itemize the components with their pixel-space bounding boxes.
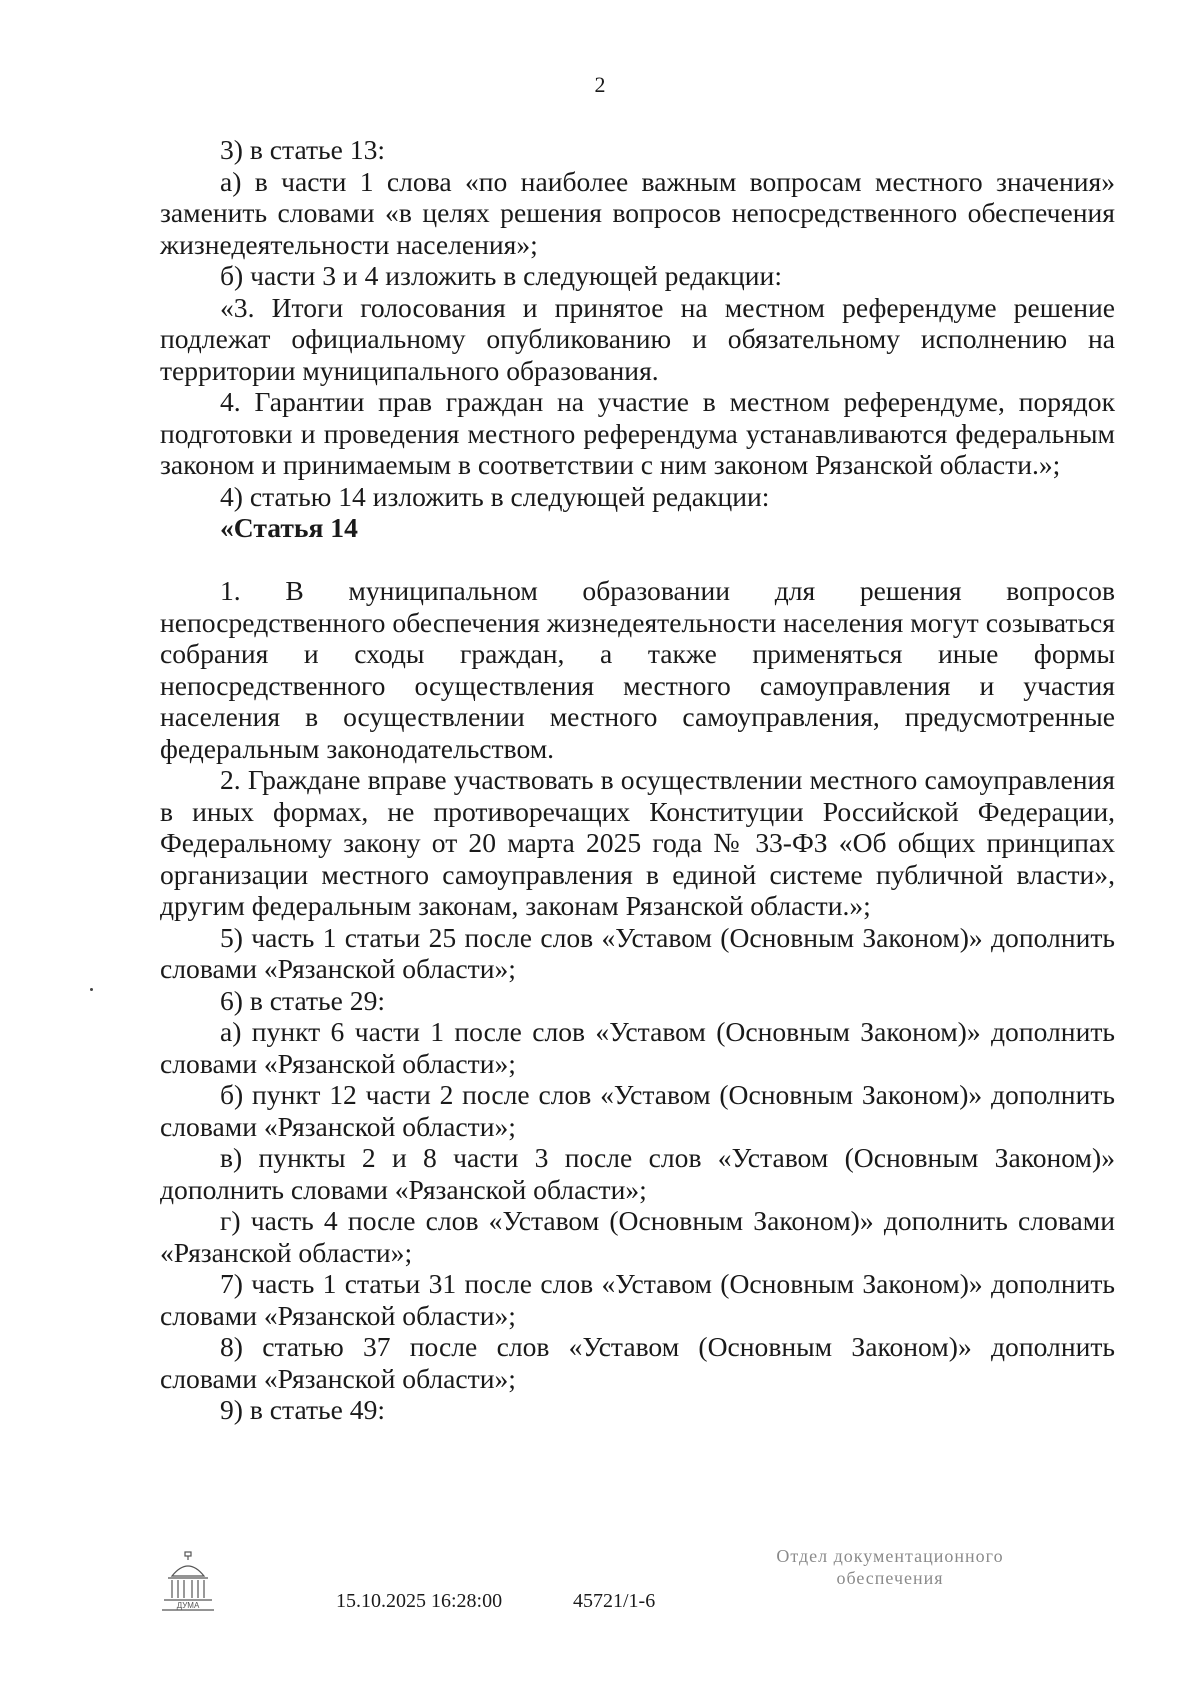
- paragraph-subitem-6g: г) часть 4 после слов «Уставом (Основным Законом)» дополнить словами «Рязанской области»;: [160, 1205, 1115, 1268]
- stamp-line-1: Отдел документационного: [776, 1546, 1004, 1566]
- paragraph-item-3: 3) в статье 13:: [220, 134, 386, 165]
- stamp-line-2: обеспечения: [836, 1568, 944, 1588]
- paragraph-item-4: 4) статью 14 изложить в следующей редакции:: [220, 480, 770, 512]
- paragraph-item-9: 9) в статье 49:: [220, 1394, 386, 1425]
- paragraph-subitem-b: б) части 3 и 4 изложить в следующей редакции:: [220, 260, 782, 291]
- article-14-heading: «Статья 14: [220, 512, 358, 543]
- paragraph-subitem-6b: б) пункт 12 части 2 после слов «Уставом (Основным Законом)» дополнить словами «Рязанской области»;: [160, 1079, 1115, 1142]
- scan-speck: [90, 988, 93, 991]
- footer-registration-number: 45721/1-6: [573, 1590, 656, 1612]
- duma-logo-text: ДУМА: [176, 1601, 200, 1610]
- paragraph-subitem-6a: а) пункт 6 части 1 после слов «Уставом (Основным Законом)» дополнить словами «Рязанской области»;: [160, 1016, 1115, 1079]
- paragraph-item-5: 5) часть 1 статьи 25 после слов «Уставом (Основным Законом)» дополнить словами «Рязанской области»;: [160, 921, 1115, 984]
- paragraph-subitem-6v: в) пункты 2 и 8 части 3 после слов «Уставом (Основным Законом)» дополнить словами «Рязанской области»;: [160, 1142, 1115, 1205]
- paragraph-item-8: 8) статью 37 после слов «Уставом (Основным Законом)» дополнить словами «Рязанской области»;: [160, 1331, 1115, 1394]
- quoted-part-4: 4. Гарантии прав граждан на участие в местном референдуме, порядок подготовки и проведения местного референдума устанавливаются федеральным законом и принимаемым в соответствии с ним законом Рязанской области.»;: [160, 386, 1115, 480]
- quoted-part-3: «3. Итоги голосования и принятое на местном референдуме решение подлежат официальному опубликованию и обязательному исполнению на территории муниципального образования.: [160, 291, 1115, 386]
- duma-logo: [158, 1550, 218, 1612]
- paragraph-item-7: 7) часть 1 статьи 31 после слов «Уставом (Основным Законом)» дополнить словами «Рязанской области»;: [160, 1268, 1115, 1331]
- paragraph-subitem-a: а) в части 1 слова «по наиболее важным вопросам местного значения» заменить словами «в целях решения вопросов непосредственного обеспечения жизнедеятельности населения»;: [160, 165, 1115, 260]
- page-number: 2: [594, 72, 606, 97]
- article-14-part-1: 1. В муниципальном образовании для решения вопросов непосредственного обеспечения жизнедеятельности населения могут созываться собрания и сходы граждан, а также применяться иные формы непосредственного осуществления местного самоуправления и участия населения в осуществлении местного самоуправления, предусмотренные федеральным законодательством.: [160, 575, 1115, 764]
- paragraph-item-6: 6) в статье 29:: [220, 984, 386, 1016]
- footer-datetime: 15.10.2025 16:28:00: [336, 1590, 503, 1612]
- department-stamp: [730, 1545, 1050, 1589]
- document-body: [160, 134, 1115, 1426]
- article-14-part-2: 2. Граждане вправе участвовать в осуществлении местного самоуправления в иных формах, не противоречащих Конституции Российской Федерации, Федеральному закону от 20 марта 2025 года № 33-ФЗ «Об общих принципах организации местного самоуправления в единой системе публичной власти», другим федеральным законам, законам Рязанской области.»;: [160, 764, 1115, 921]
